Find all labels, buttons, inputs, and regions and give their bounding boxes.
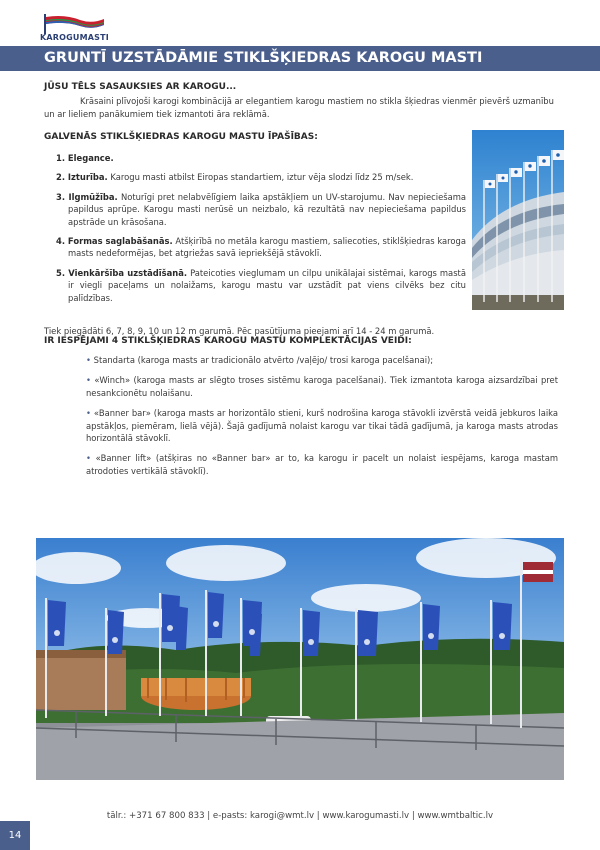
- title-banner: [0, 46, 600, 71]
- variants-heading: IR IESPĒJAMI 4 STIKLŠĶIEDRAS KAROGU MASTU KOMPLEKTĀCIJAS VEIDI:: [44, 336, 412, 346]
- property-title: 1. Elegance.: [56, 153, 114, 163]
- variant-text: «Winch» (karoga masts ar slēgto troses sistēmu karoga pacelšanai). Tiek izmantota karoga aizsardzībai pret nesankcionētu nolaišanu.: [86, 375, 558, 398]
- logo-flag-icon: [40, 14, 110, 34]
- property-item: [56, 235, 466, 260]
- bullet-icon: •: [86, 375, 91, 386]
- page-number: 14: [0, 821, 30, 850]
- property-text: Pateicoties vieglumam un cilpu unikālajai sistēmai, karogs mastā ir viegli paceļams un nolaižams, karogu mastu var uzstādīt pat viens cilvēks bez citu palīdzības.: [68, 267, 466, 303]
- flagpoles-photo: [36, 538, 564, 780]
- property-text: Karogu masti atbilst Eiropas standartiem, iztur vēja slodzi līdz 25 m/sek.: [110, 172, 414, 183]
- property-text: Noturīgi pret nelabvēlīgiem laika apstākļiem un UV-starojumu. Nav nepieciešama papildus aprūpe. Karogu masti nerūsē un neizbalo, kā rezultātā nav nepieciešama papildus apstrāde un krāsošana.: [68, 191, 467, 227]
- variant-text: «Banner lift» (atšķiras no «Banner bar» ar to, ka karogu ir pacelt un nolaist iespējams, karoga mastam atrodoties vertikālā stāvoklī).: [86, 453, 559, 476]
- logo: [40, 14, 110, 44]
- property-item: [56, 191, 466, 228]
- intro-text: Krāsaini plīvojoši karogi kombinācijā ar elegantiem karogu mastiem no stikla šķiedras vienmēr pievērš uzmanību un ar lieliem panākumiem tiek izmantoti āra reklāmā.: [44, 96, 554, 119]
- properties-heading: GALVENĀS STIKLŠĶIEDRAS KAROGU MASTU ĪPAŠĪBAS:: [44, 132, 318, 142]
- property-title: 5. Vienkāršība uzstādīšanā.: [56, 267, 188, 278]
- variants-list: [86, 354, 558, 485]
- stadium-flags-photo: [472, 130, 564, 310]
- variant-item: [86, 407, 558, 444]
- property-text: Atšķirībā no metāla karogu mastiem, saliecoties, stiklšķiedras karoga masts nedeformējas, bet atgriežas savā iepriekšējā stāvoklī.: [68, 236, 466, 259]
- intro-heading: JŪSU TĒLS SASAUKSIES AR KAROGU...: [44, 82, 237, 92]
- property-item: [56, 267, 466, 304]
- property-title: 4. Formas saglabāšanās.: [56, 236, 173, 247]
- variant-text: Standarta (karoga masts ar tradicionālo atvērto /vaļējo/ trosi karoga pacelšanai);: [93, 355, 434, 365]
- property-title: 3. Ilgmūžība.: [56, 191, 118, 202]
- lengths-text: Tiek piegādāti 6, 7, 8, 9, 10 un 12 m garumā. Pēc pasūtījuma pieejami arī 14 - 24 m garumā.: [44, 326, 435, 336]
- variant-item: [86, 374, 558, 399]
- bullet-icon: •: [86, 408, 91, 419]
- bullet-icon: •: [86, 355, 91, 365]
- properties-list: [56, 152, 466, 311]
- footer-contacts: tālr.: +371 67 800 833 | e-pasts: karogi@wmt.lv | www.karogumasti.lv | www.wmtbaltic.lv: [106, 811, 494, 821]
- variant-text: «Banner bar» (karoga masts ar horizontālo stieni, kurš nodrošina karoga stāvokli izvērstā veidā jebkuros laika apstākļos, piemēram, lielā vējā). Šajā gadījumā nolaist karogu var tikai tādā gadījumā, ja karoga masts atrodas horizontālā stāvoklī.: [86, 408, 558, 444]
- property-item: [56, 171, 466, 183]
- property-item: [56, 152, 466, 164]
- logo-name: KAROGUMASTI: [40, 33, 109, 42]
- property-title: 2. Izturība.: [56, 172, 108, 183]
- bullet-icon: •: [86, 453, 91, 464]
- page-title: GRUNTĪ UZSTĀDĀMIE STIKLŠĶIEDRAS KAROGU MASTI: [44, 50, 483, 66]
- variant-item: [86, 354, 558, 366]
- variant-item: [86, 452, 558, 477]
